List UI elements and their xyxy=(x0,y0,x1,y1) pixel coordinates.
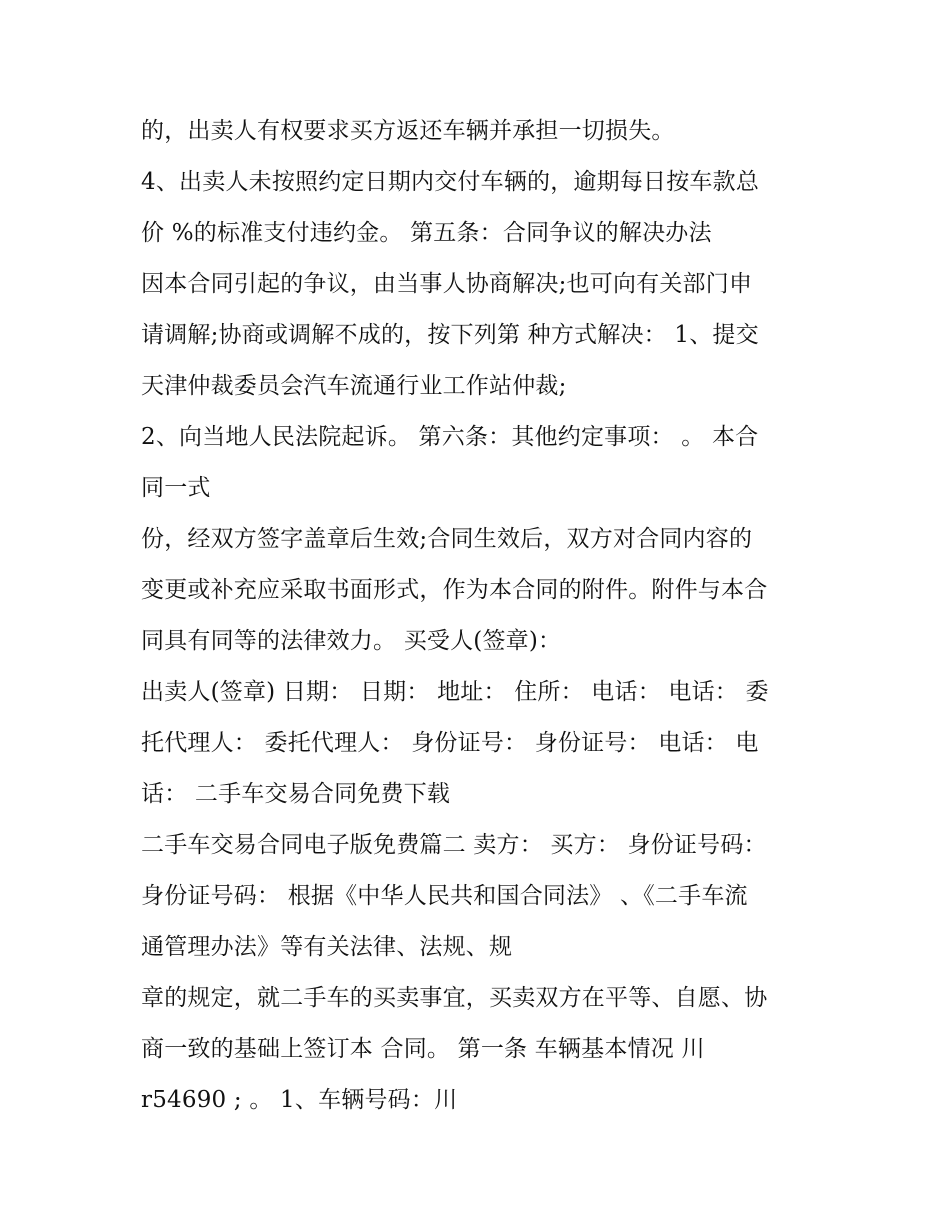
text-line: r54690 ; 。 1、车辆号码：川 xyxy=(141,1087,458,1113)
text-line: 份，经双方签字盖章后生效;合同生效后，双方对合同内容的 xyxy=(141,526,753,552)
text-line: 4、出卖人未按照约定日期内交付车辆的，逾期每日按车款总 xyxy=(141,169,760,195)
text-line: 章的规定，就二手车的买卖事宜，买卖双方在平等、自愿、协 xyxy=(141,985,768,1011)
text-line: 同具有同等的法律效力。 买受人(签章)： xyxy=(141,628,562,654)
text-line: 变更或补充应采取书面形式，作为本合同的附件。附件与本合 xyxy=(141,577,768,603)
text-line: 因本合同引起的争议，由当事人协商解决;也可向有关部门申 xyxy=(141,271,753,297)
text-line: 同一式 xyxy=(141,475,211,501)
text-line: 话： 二手车交易合同免费下载 xyxy=(141,781,451,807)
text-line: 天津仲裁委员会汽车流通行业工作站仲裁; xyxy=(141,373,567,399)
text-line: 出卖人(签章) 日期： 日期： 地址： 住所： 电话： 电话： 委 xyxy=(141,679,769,705)
text-line: 的，出卖人有权要求买方返还车辆并承担一切损失。 xyxy=(141,118,675,144)
text-line: 价 %的标准支付违约金。 第五条：合同争议的解决办法 xyxy=(141,220,712,246)
text-line: 请调解;协商或调解不成的，按下列第 种方式解决： 1、提交 xyxy=(141,322,759,348)
text-line: 二手车交易合同电子版免费篇二 卖方： 买方： 身份证号码： xyxy=(141,832,767,858)
text-line: 身份证号码： 根据《中华人民共和国合同法》 、《二手车流 xyxy=(141,883,748,909)
text-line: 商一致的基础上签订本 合同。 第一条 车辆基本情况 川 xyxy=(141,1036,705,1062)
text-line: 托代理人： 委托代理人： 身份证号： 身份证号： 电话： 电 xyxy=(141,730,759,756)
text-line: 通管理办法》等有关法律、法规、规 xyxy=(141,934,513,960)
text-line: 2、向当地人民法院起诉。 第六条：其他约定事项： 。 本合 xyxy=(141,424,759,450)
document-body xyxy=(141,106,821,1126)
